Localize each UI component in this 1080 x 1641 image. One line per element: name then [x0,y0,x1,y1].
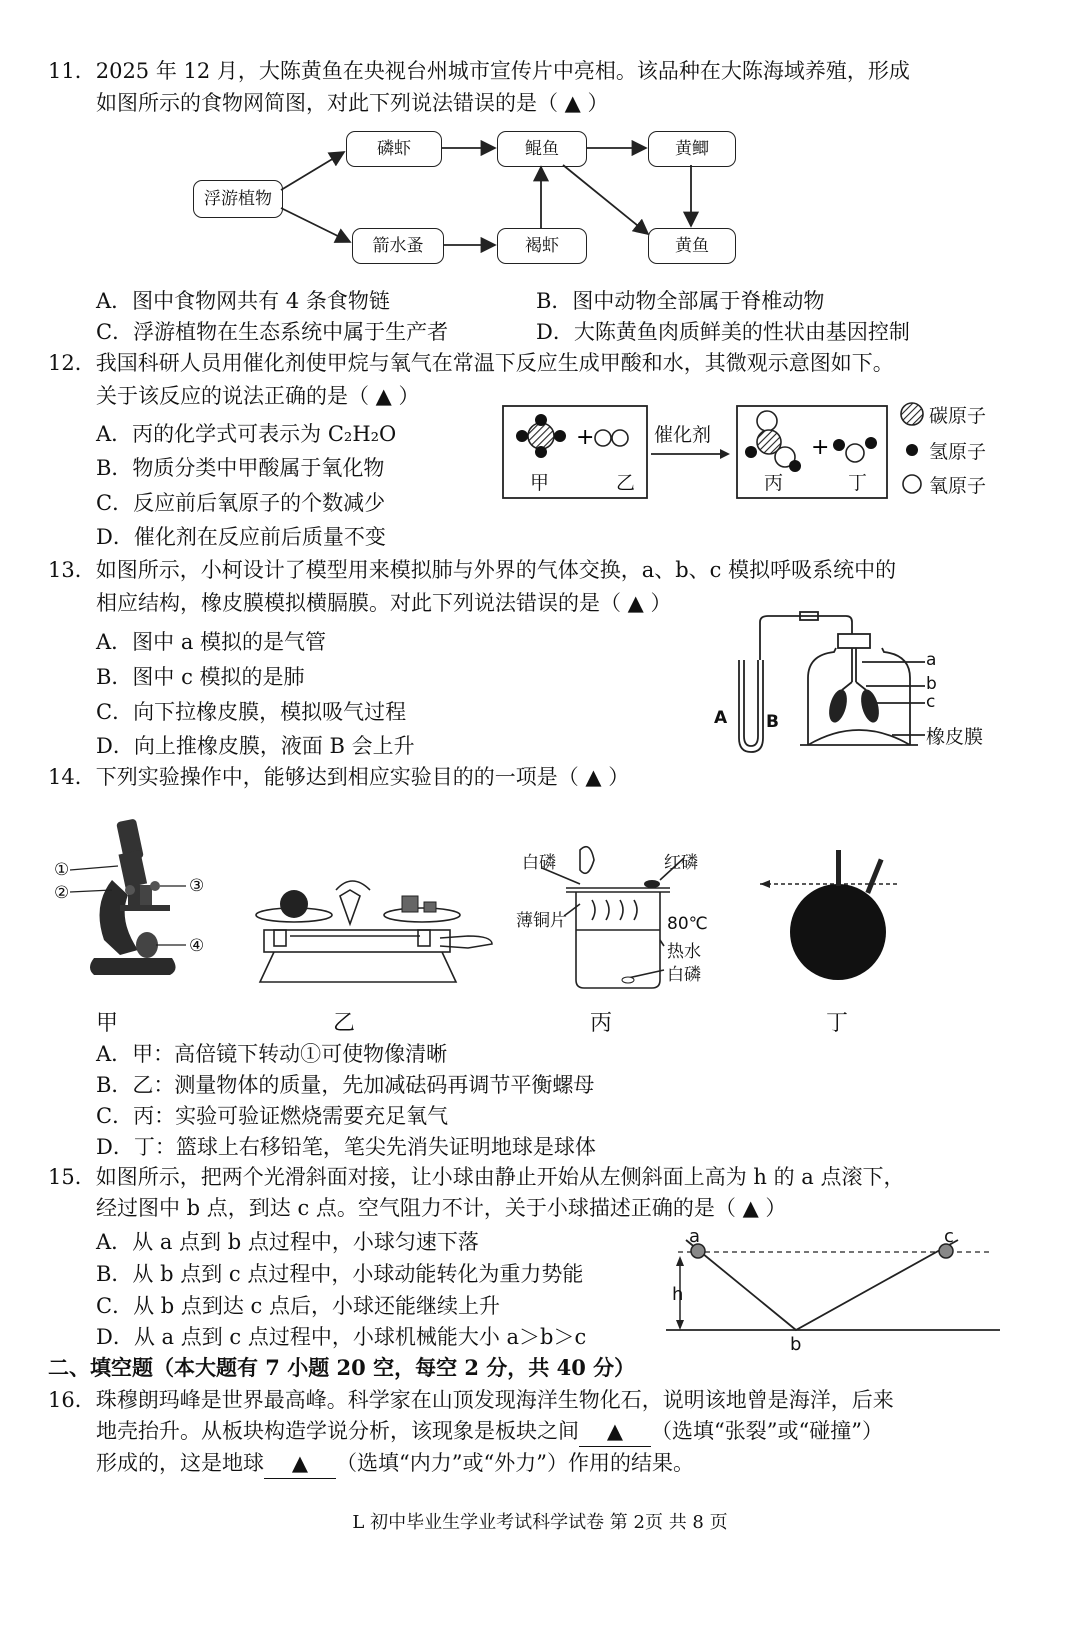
q16-blank-2[interactable]: ▲ [264,1448,336,1479]
q16-line3 [96,1448,694,1479]
legend-hydrogen: 氢原子 [929,441,987,463]
node-yellow-bream: 黄鲫 [648,131,736,167]
q14-option-b[interactable]: B．乙：测量物体的质量，先加减砝码再调节平衡螺母 [96,1073,595,1097]
q11-option-d[interactable]: D．大陈黄鱼肉质鲜美的性状由基因控制 [536,320,910,344]
mic-label-4: ④ [189,936,205,956]
q13-line2: 相应结构，橡皮膜模拟横膈膜。对此下列说法错误的是（ ▲ ） [96,591,672,615]
fig-label-jia: 甲 [96,1011,119,1036]
node-krill: 磷虾 [346,131,442,167]
q16-line2-b: （选填“张裂”或“碰撞”） [651,1419,883,1443]
q13-option-b[interactable]: B．图中 c 模拟的是肺 [96,665,305,689]
label-white-p2: 白磷 [667,965,701,985]
q15-option-b[interactable]: B．从 b 点到 c 点过程中，小球动能转化为重力势能 [96,1262,584,1286]
ramp-label-a: a [689,1226,701,1247]
q15-line2: 经过图中 b 点，到达 c 点。空气阻力不计，关于小球描述正确的是（ ▲ ） [96,1196,787,1220]
q16-line3-a: 形成的，这是地球 [96,1451,264,1475]
fig-label-ding: 丁 [826,1011,849,1036]
section-2-heading: 二、填空题（本大题有 7 小题 20 空，每空 2 分，共 40 分） [48,1355,636,1380]
q15-line1: 15．如图所示，把两个光滑斜面对接，让小球由静止开始从左侧斜面上高为 h 的 a 点滚下， [48,1165,905,1189]
q13-line1: 13．如图所示，小柯设计了模型用来模拟肺与外界的气体交换，a、b、c 模拟呼吸系统中的 [48,558,897,582]
label-water: 热水 [667,942,701,962]
q14-option-d[interactable]: D．丁：篮球上右移铅笔，笔尖先消失证明地球是球体 [96,1135,596,1159]
label-copper: 薄铜片 [516,911,567,931]
legend-oxygen: 氧原子 [929,475,987,497]
q16-line3-b: （选填“内力”或“外力”）作用的结果。 [336,1451,694,1475]
node-arrow-worm: 箭水蚤 [352,228,444,264]
ramp-label-b: b [790,1334,802,1355]
q15-option-a[interactable]: A．从 a 点到 b 点过程中，小球匀速下落 [96,1230,479,1254]
ramp-label-h: h [672,1284,684,1305]
node-phytoplankton: 浮游植物 [193,180,283,218]
mic-label-2: ② [54,883,70,903]
q12-line1: 12．我国科研人员用催化剂使甲烷与氧气在常温下反应生成甲酸和水，其微观示意图如下。 [48,351,894,375]
label-red-p: 红磷 [664,853,698,873]
label-A: A [714,708,728,728]
q11-line1: 11．2025 年 12 月，大陈黄鱼在央视台州城市宣传片中亮相。该品种在大陈海域养殖，形成 [48,59,910,83]
ramp-label-c: c [944,1226,954,1247]
q12-line2: 关于该反应的说法正确的是（ ▲ ） [96,384,420,408]
node-croaker: 黄鱼 [648,228,736,264]
q12-option-a[interactable]: A．丙的化学式可表示为 C₂H₂O [96,422,397,446]
mic-label-3: ③ [189,876,205,896]
label-white-p: 白磷 [522,853,556,873]
label-B: B [766,712,779,732]
q15-option-d[interactable]: D．从 a 点到 c 点过程中，小球机械能大小 a＞b＞c [96,1325,587,1349]
q16-blank-1[interactable]: ▲ [579,1416,651,1447]
page-footer: L 初中毕业生学业考试科学试卷 第 2页 共 8 页 [352,1512,728,1533]
q11-option-a[interactable]: A．图中食物网共有 4 条食物链 [96,289,390,313]
q13-option-a[interactable]: A．图中 a 模拟的是气管 [96,630,327,654]
q16-line1: 16．珠穆朗玛峰是世界最高峰。科学家在山顶发现海洋生物化石，说明该地曾是海洋，后来 [48,1388,894,1412]
fig-label-bing: 丙 [590,1011,613,1036]
label-membrane: 橡皮膜 [926,726,984,748]
q16-line2 [96,1416,883,1447]
label-c: c [926,692,936,712]
fig-label-yi: 乙 [333,1011,356,1036]
label-b: b [926,674,937,694]
q12-option-d[interactable]: D．催化剂在反应前后质量不变 [96,525,386,549]
q11-option-b[interactable]: B．图中动物全部属于脊椎动物 [536,289,825,313]
svg-text:+: + [576,425,595,450]
q15-option-c[interactable]: C．从 b 点到达 c 点后，小球还能继续上升 [96,1294,500,1318]
mic-label-1: ① [54,860,70,880]
catalyst-label: 催化剂 [654,424,712,446]
label-a: a [926,650,937,670]
label-bing: 丙 [764,472,784,494]
q11-option-c[interactable]: C．浮游植物在生态系统中属于生产者 [96,320,449,344]
q14-line1: 14．下列实验操作中，能够达到相应实验目的的一项是（ ▲ ） [48,765,630,789]
svg-text:+: + [811,435,830,460]
label-ding: 丁 [848,472,868,494]
node-shrimp: 褐虾 [497,228,587,264]
q13-option-c[interactable]: C．向下拉橡皮膜，模拟吸气过程 [96,700,407,724]
q13-option-d[interactable]: D．向上推橡皮膜，液面 B 会上升 [96,734,415,758]
node-hairtail: 鲲鱼 [497,131,587,167]
q14-option-c[interactable]: C．丙：实验可验证燃烧需要充足氧气 [96,1104,449,1128]
q16-line2-a: 地壳抬升。从板块构造学说分析，该现象是板块之间 [96,1419,579,1443]
q12-option-c[interactable]: C．反应前后氧原子的个数减少 [96,491,386,515]
q12-option-b[interactable]: B．物质分类中甲酸属于氧化物 [96,456,385,480]
q11-line2: 如图所示的食物网简图，对此下列说法错误的是（ ▲ ） [96,91,609,115]
label-yi: 乙 [616,472,636,494]
q14-option-a[interactable]: A．甲：高倍镜下转动①可使物像清晰 [96,1042,448,1066]
label-temp: 80℃ [667,914,708,934]
label-jia: 甲 [530,472,550,494]
legend-carbon: 碳原子 [929,405,987,427]
